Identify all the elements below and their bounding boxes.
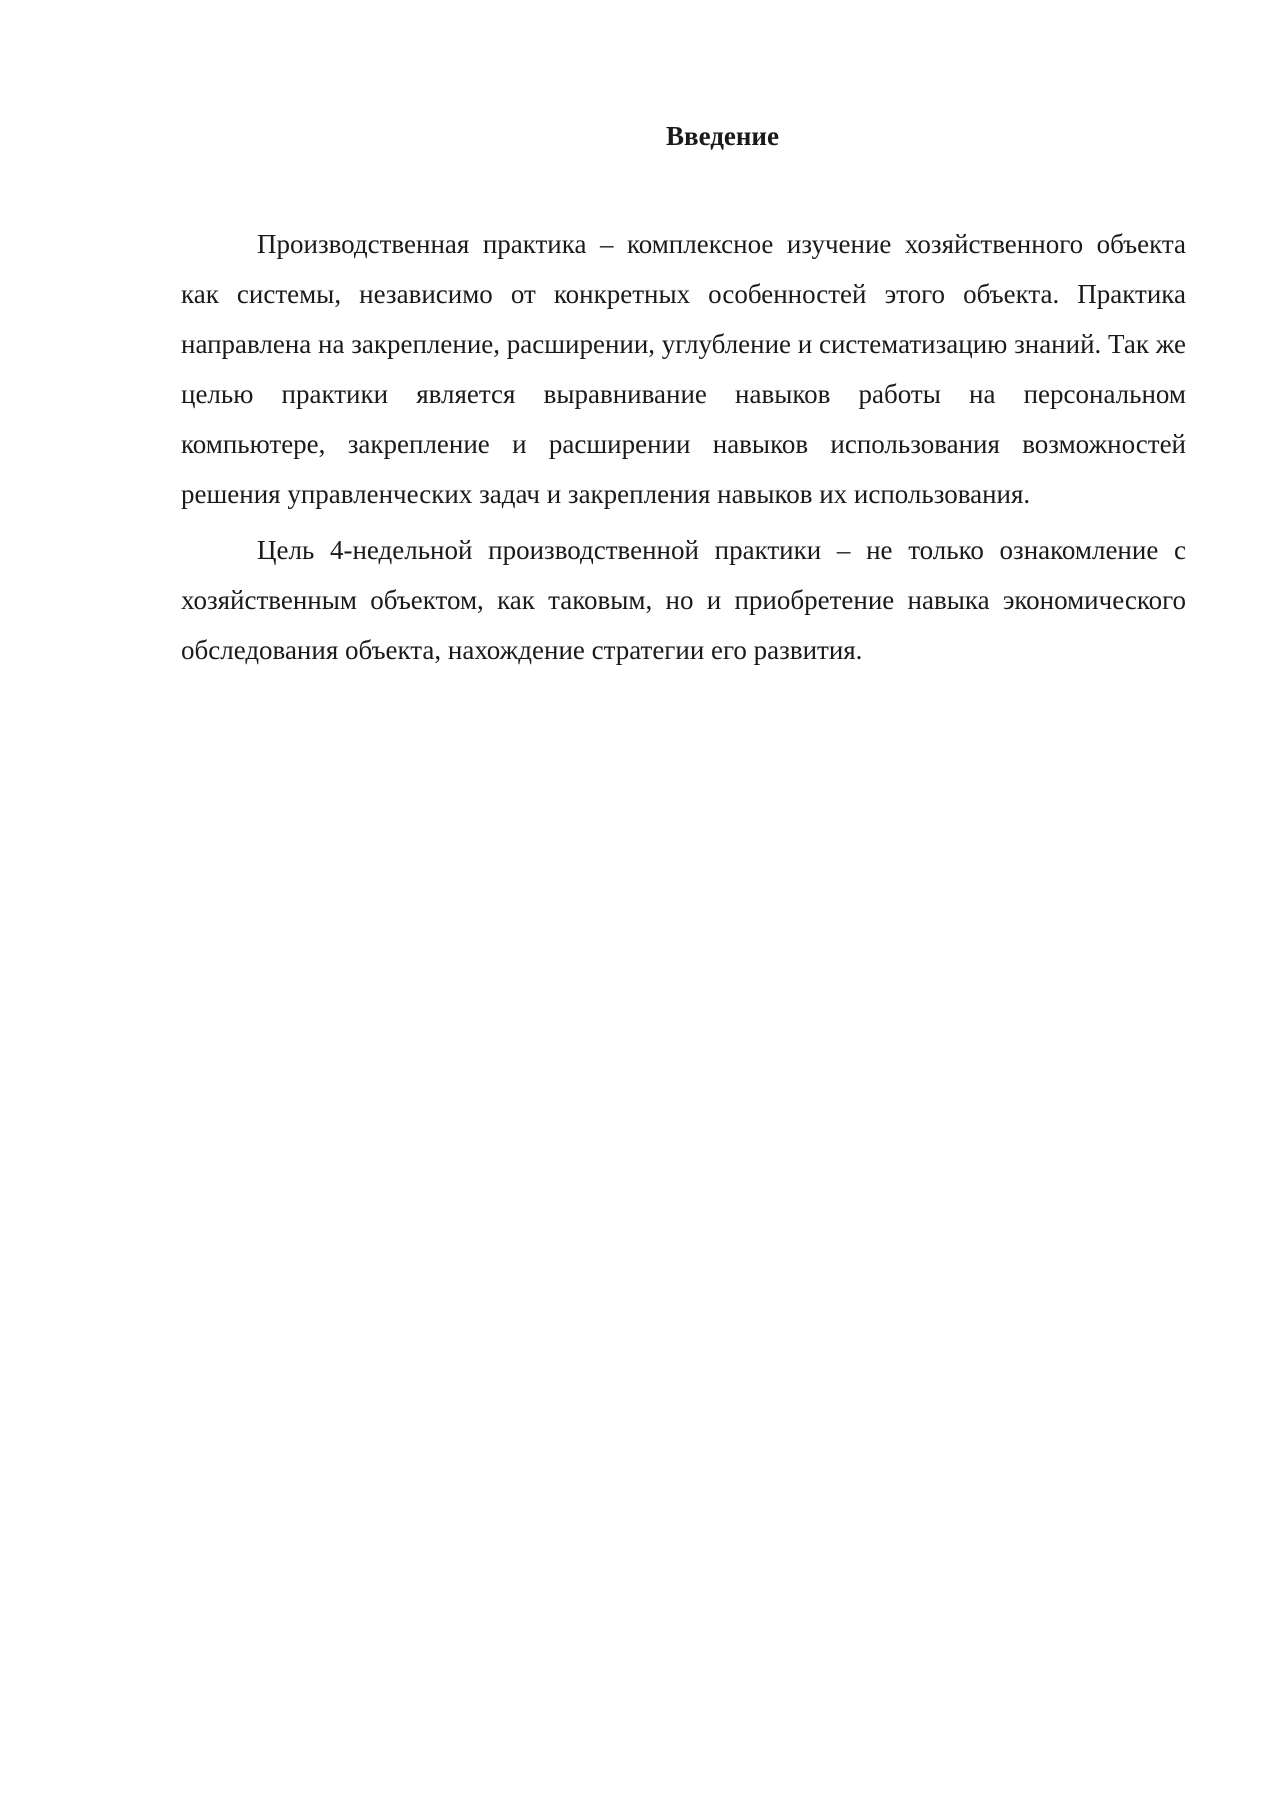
- paragraph-1: Производственная практика – комплексное изучение хозяйственного объекта как системы, независимо от конкретных особенностей этого объекта. Практика направлена на закрепление, расширении, углубление и систематизацию знаний. Так же целью практики является выравнивание навыков работы на персональном компьютере, закрепление и расширении навыков использования возможностей решения управленческих задач и закрепления навыков их использования.: [181, 229, 1186, 509]
- document-body: [181, 219, 1186, 681]
- paragraph-2: Цель 4-недельной производственной практики – не только ознакомление с хозяйственным объектом, как таковым, но и приобретение навыка экономического обследования объекта, нахождение стратегии его развития.: [181, 535, 1186, 665]
- section-heading: Введение: [666, 121, 779, 151]
